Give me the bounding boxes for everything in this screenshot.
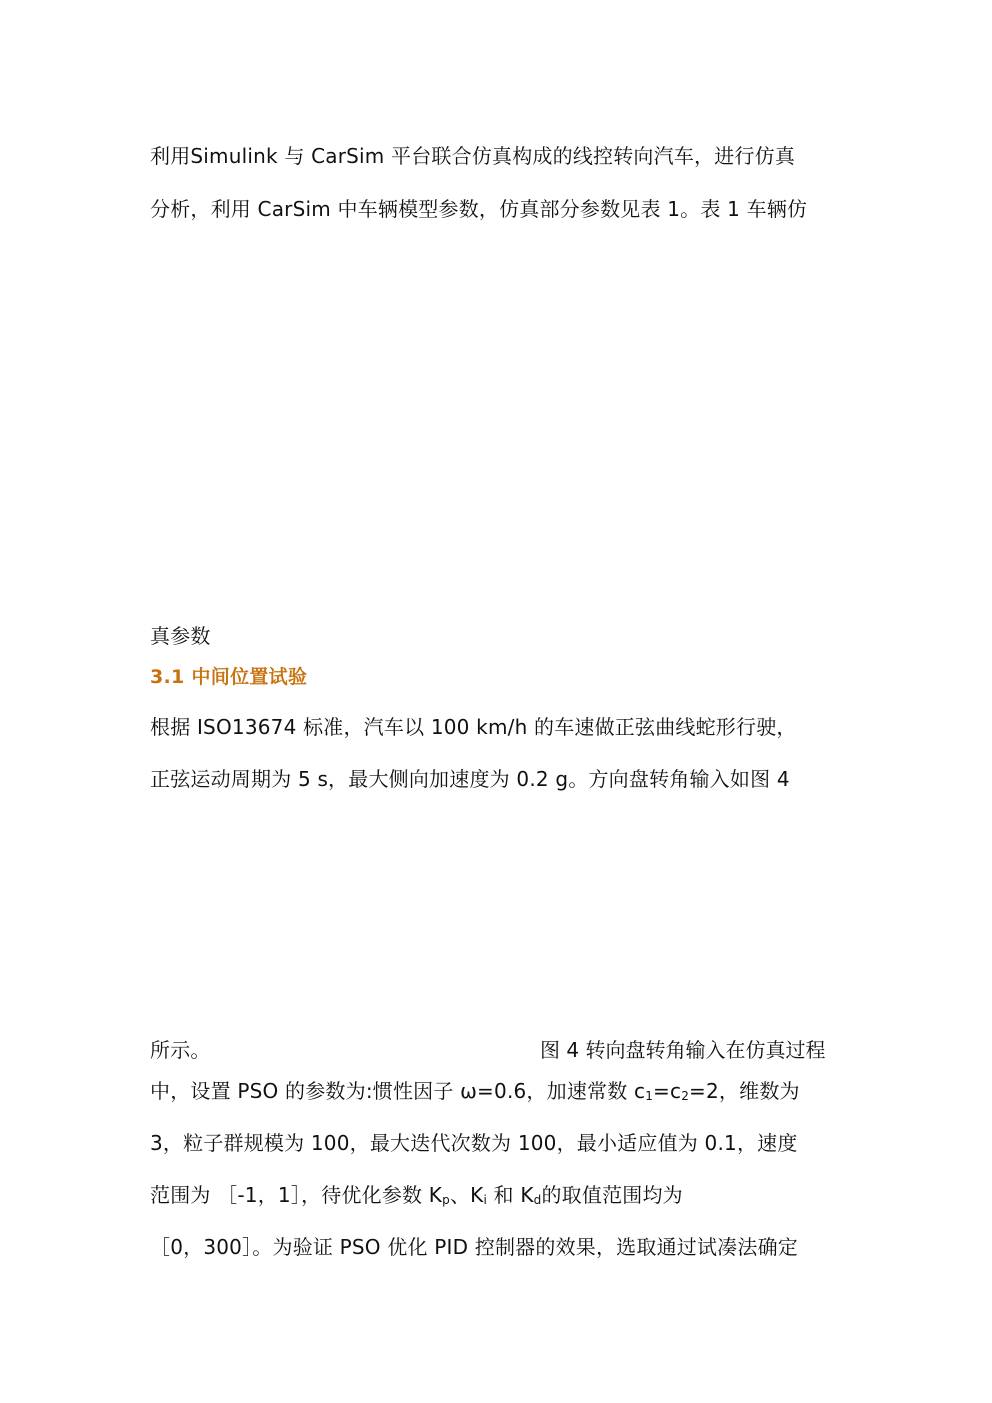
paragraph-2-line-2: 正弦运动周期为 5 s，最大侧向加速度为 0.2 g。方向盘转角输入如图 4 [150,767,790,791]
kp-subscript: p [442,1193,450,1207]
kd-subscript: d [533,1193,542,1207]
paragraph-2-line-1: 根据 ISO13674 标准，汽车以 100 km/h 的车速做正弦曲线蛇形行驶， [150,715,797,739]
range-text-a: 范围为 ［-1，1］，待优化参数 K [150,1183,443,1207]
paragraph-1-line-1: 利用Simulink 与 CarSim 平台联合仿真构成的线控转向汽车，进行仿真 [150,144,796,168]
section-heading: 3.1 中间位置试验 [150,666,308,688]
ki-subscript: i [483,1193,487,1207]
range-text-d: 的取值范围均为 [541,1183,683,1207]
paragraph-1-line-3: 真参数 [150,624,211,648]
paragraph-1-line-2: 分析，利用 CarSim 中车辆模型参数，仿真部分参数见表 1。表 1 车辆仿 [150,197,808,221]
paragraph-3-line-3 [150,1181,683,1209]
c1-subscript: 1 [645,1089,654,1103]
range-text-c: 和 K [487,1183,534,1207]
paragraph-3-line-1 [150,1077,800,1105]
paragraph-3-line-4: ［0，300］。为验证 PSO 优化 PID 控制器的效果，选取通过试凑法确定 [150,1235,798,1259]
c2-subscript: 2 [681,1089,690,1103]
pso-params-text: 中，设置 PSO 的参数为:惯性因子 ω=0.6，加速常数 c [150,1079,646,1103]
paragraph-3-line-2: 3，粒子群规模为 100，最大迭代次数为 100，最小适应值为 0.1，速度 [150,1131,798,1155]
range-text-b: 、K [449,1183,484,1207]
pso-params-end: =2，维数为 [689,1079,800,1103]
paragraph-2-line-3-left: 所示。 [150,1038,211,1062]
figure-4-caption-fragment: 图 4 转向盘转角输入在仿真过程 [540,1038,826,1062]
pso-params-mid: =c [653,1079,682,1103]
